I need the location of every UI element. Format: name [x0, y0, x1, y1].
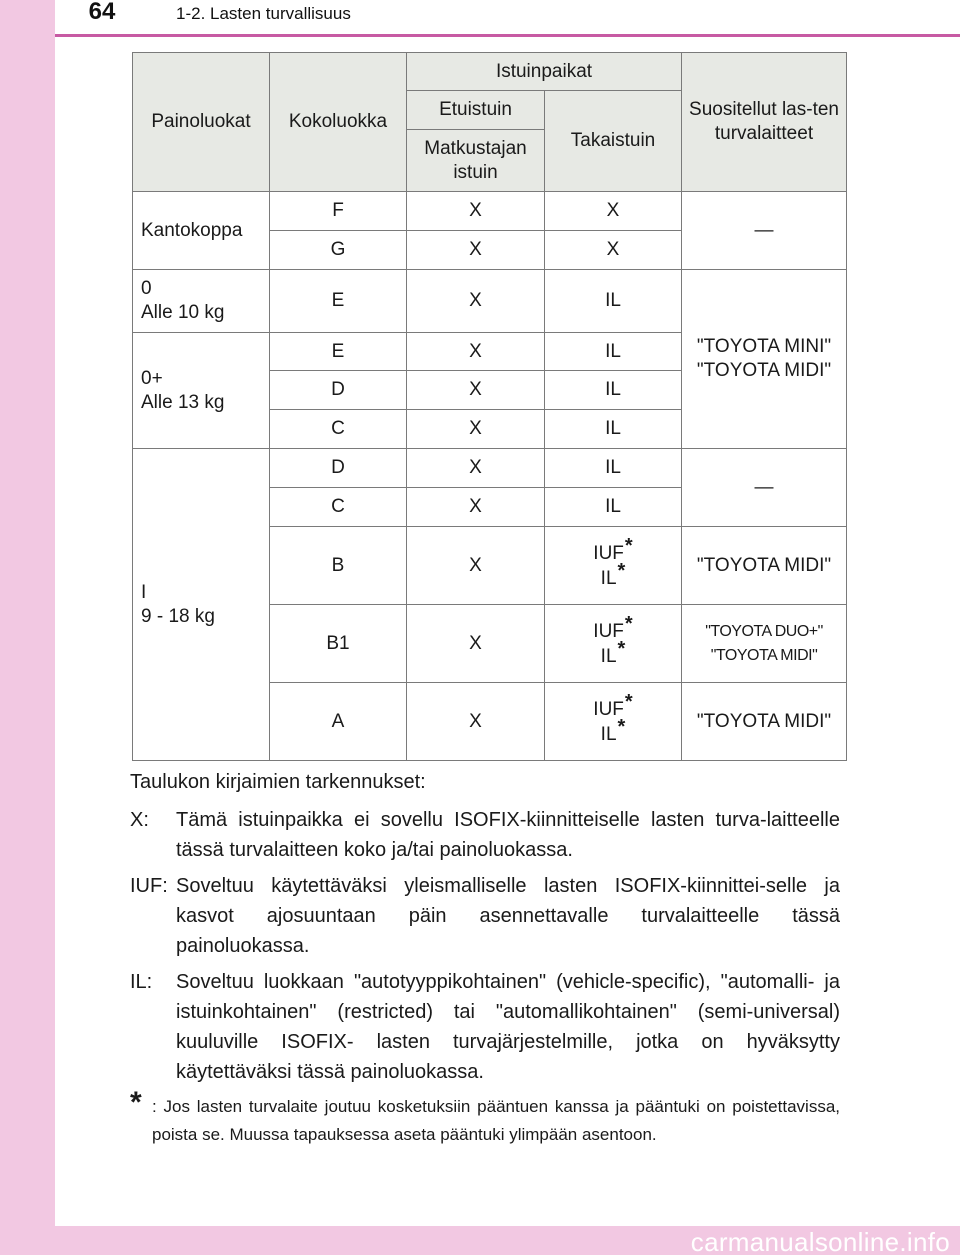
rear-cell: IL: [545, 449, 682, 488]
front-cell: X: [407, 231, 545, 270]
header-weight-group: Painoluokat: [133, 53, 270, 192]
table-row: [133, 192, 847, 231]
size-cell: C: [270, 488, 407, 527]
rear-cell: [545, 683, 682, 761]
watermark-text: carmanualsonline.info: [690, 1227, 950, 1257]
front-cell: X: [407, 192, 545, 231]
header-recommended: Suositellut las-ten turvalaitteet: [682, 53, 847, 192]
header-passenger-seat: Matkustajan istuin: [407, 130, 545, 192]
recommended-cell: "TOYOTA MIDI": [682, 527, 847, 605]
rear-cell: IL: [545, 333, 682, 371]
page-number: 64: [88, 0, 116, 25]
legend-item-iuf: [130, 871, 840, 961]
asterisk-mark: *: [624, 612, 633, 635]
weight-group-cell: [133, 449, 270, 761]
rear-cell: IL: [545, 410, 682, 449]
size-cell: A: [270, 683, 407, 761]
front-cell: X: [407, 488, 545, 527]
header-size-class: Kokoluokka: [270, 53, 407, 192]
rear-value-iuf: IUF: [593, 542, 624, 564]
legend-term: X:: [130, 809, 149, 831]
footnote-text: : Jos lasten turvalaite joutuu kosketuksiin pääntuen kanssa ja pääntuki on poistettavissa, poista se. Muussa tapauksessa aseta pääntuki ylimpään asentoon.: [152, 1097, 840, 1144]
header-divider: [55, 34, 960, 37]
rear-cell: [545, 605, 682, 683]
weight-range-label: Alle 10 kg: [141, 302, 225, 323]
size-cell: B1: [270, 605, 407, 683]
legend-item-x: [130, 805, 840, 865]
legend-description: Tämä istuinpaikka ei sovellu ISOFIX-kiinnitteiselle lasten turva-laitteelle tässä turvalaitteen koko ja/tai painoluokassa.: [176, 809, 840, 861]
rear-value-iuf: IUF: [593, 620, 624, 642]
legend-item-il: [130, 967, 840, 1087]
asterisk-mark: *: [617, 637, 626, 660]
recommended-cell: [682, 270, 847, 449]
rear-value-il: IL: [600, 723, 617, 745]
weight-group-label: I: [141, 581, 147, 603]
size-cell: F: [270, 192, 407, 231]
front-cell: X: [407, 449, 545, 488]
rear-cell: [545, 527, 682, 605]
weight-group-cell: [133, 333, 270, 449]
header-seating-positions: Istuinpaikat: [407, 53, 682, 91]
legend-term: IL:: [130, 971, 153, 993]
front-cell: X: [407, 410, 545, 449]
footnote: [130, 1086, 840, 1149]
legend-description: Soveltuu luokkaan "autotyyppikohtainen" (vehicle-specific), "automalli- ja istuinkohtainen" (restricted) tai "automallikohtainen" (semi-universal) kuuluville ISOFIX- lasten turvajärjestelmille, jotka on hyväksytty käytettäväksi tässä painoluokassa.: [176, 971, 840, 1083]
rear-value-il: IL: [600, 567, 617, 589]
footnote-asterisk: *: [130, 1086, 142, 1119]
side-color-band: [0, 0, 55, 1255]
rear-value-il: IL: [600, 645, 617, 667]
weight-group-cell: Kantokoppa: [133, 192, 270, 270]
rear-cell: X: [545, 192, 682, 231]
weight-group-label: 0: [141, 278, 152, 299]
front-cell: X: [407, 270, 545, 333]
size-cell: G: [270, 231, 407, 270]
size-cell: E: [270, 333, 407, 371]
recommended-cell: —: [682, 192, 847, 270]
rear-cell: IL: [545, 488, 682, 527]
rear-cell: IL: [545, 371, 682, 410]
header-front-seat: Etuistuin: [407, 91, 545, 130]
legend: [130, 767, 840, 1149]
isofix-seat-table: [132, 52, 847, 761]
recommended-value: "TOYOTA MINI": [696, 336, 832, 357]
weight-group-cell: [133, 270, 270, 333]
size-cell: B: [270, 527, 407, 605]
size-cell: E: [270, 270, 407, 333]
front-cell: X: [407, 683, 545, 761]
front-cell: X: [407, 605, 545, 683]
legend-title: Taulukon kirjaimien tarkennukset:: [130, 771, 426, 793]
rear-value-iuf: IUF: [593, 698, 624, 720]
legend-term: IUF:: [130, 875, 168, 897]
size-cell: D: [270, 371, 407, 410]
section-title: 1-2. Lasten turvallisuus: [176, 4, 351, 23]
rear-cell: IL: [545, 270, 682, 333]
asterisk-mark: *: [624, 690, 633, 713]
legend-description: Soveltuu käytettäväksi yleismalliselle lasten ISOFIX-kiinnittei-selle ja kasvot ajosuuntaan päin asennettavalle turvalaitteelle tässä painoluokassa.: [176, 875, 840, 957]
front-cell: X: [407, 527, 545, 605]
asterisk-mark: *: [624, 534, 633, 557]
recommended-cell: —: [682, 449, 847, 527]
rear-cell: X: [545, 231, 682, 270]
front-cell: X: [407, 333, 545, 371]
asterisk-mark: *: [617, 559, 626, 582]
recommended-value: "TOYOTA MIDI": [710, 646, 818, 664]
weight-group-label: 0+: [141, 367, 163, 389]
table-row: [133, 449, 847, 488]
front-cell: X: [407, 371, 545, 410]
weight-range-label: 9 - 18 kg: [141, 605, 215, 627]
recommended-cell: "TOYOTA MIDI": [682, 683, 847, 761]
recommended-value: "TOYOTA DUO+": [705, 622, 823, 640]
size-cell: C: [270, 410, 407, 449]
weight-range-label: Alle 13 kg: [141, 391, 225, 413]
header-rear-seat: Takaistuin: [545, 91, 682, 192]
size-cell: D: [270, 449, 407, 488]
asterisk-mark: *: [617, 715, 626, 738]
recommended-value: "TOYOTA MIDI": [696, 360, 832, 381]
footnote-mark: [130, 1086, 152, 1149]
recommended-cell: [682, 605, 847, 683]
table-row: [133, 270, 847, 333]
